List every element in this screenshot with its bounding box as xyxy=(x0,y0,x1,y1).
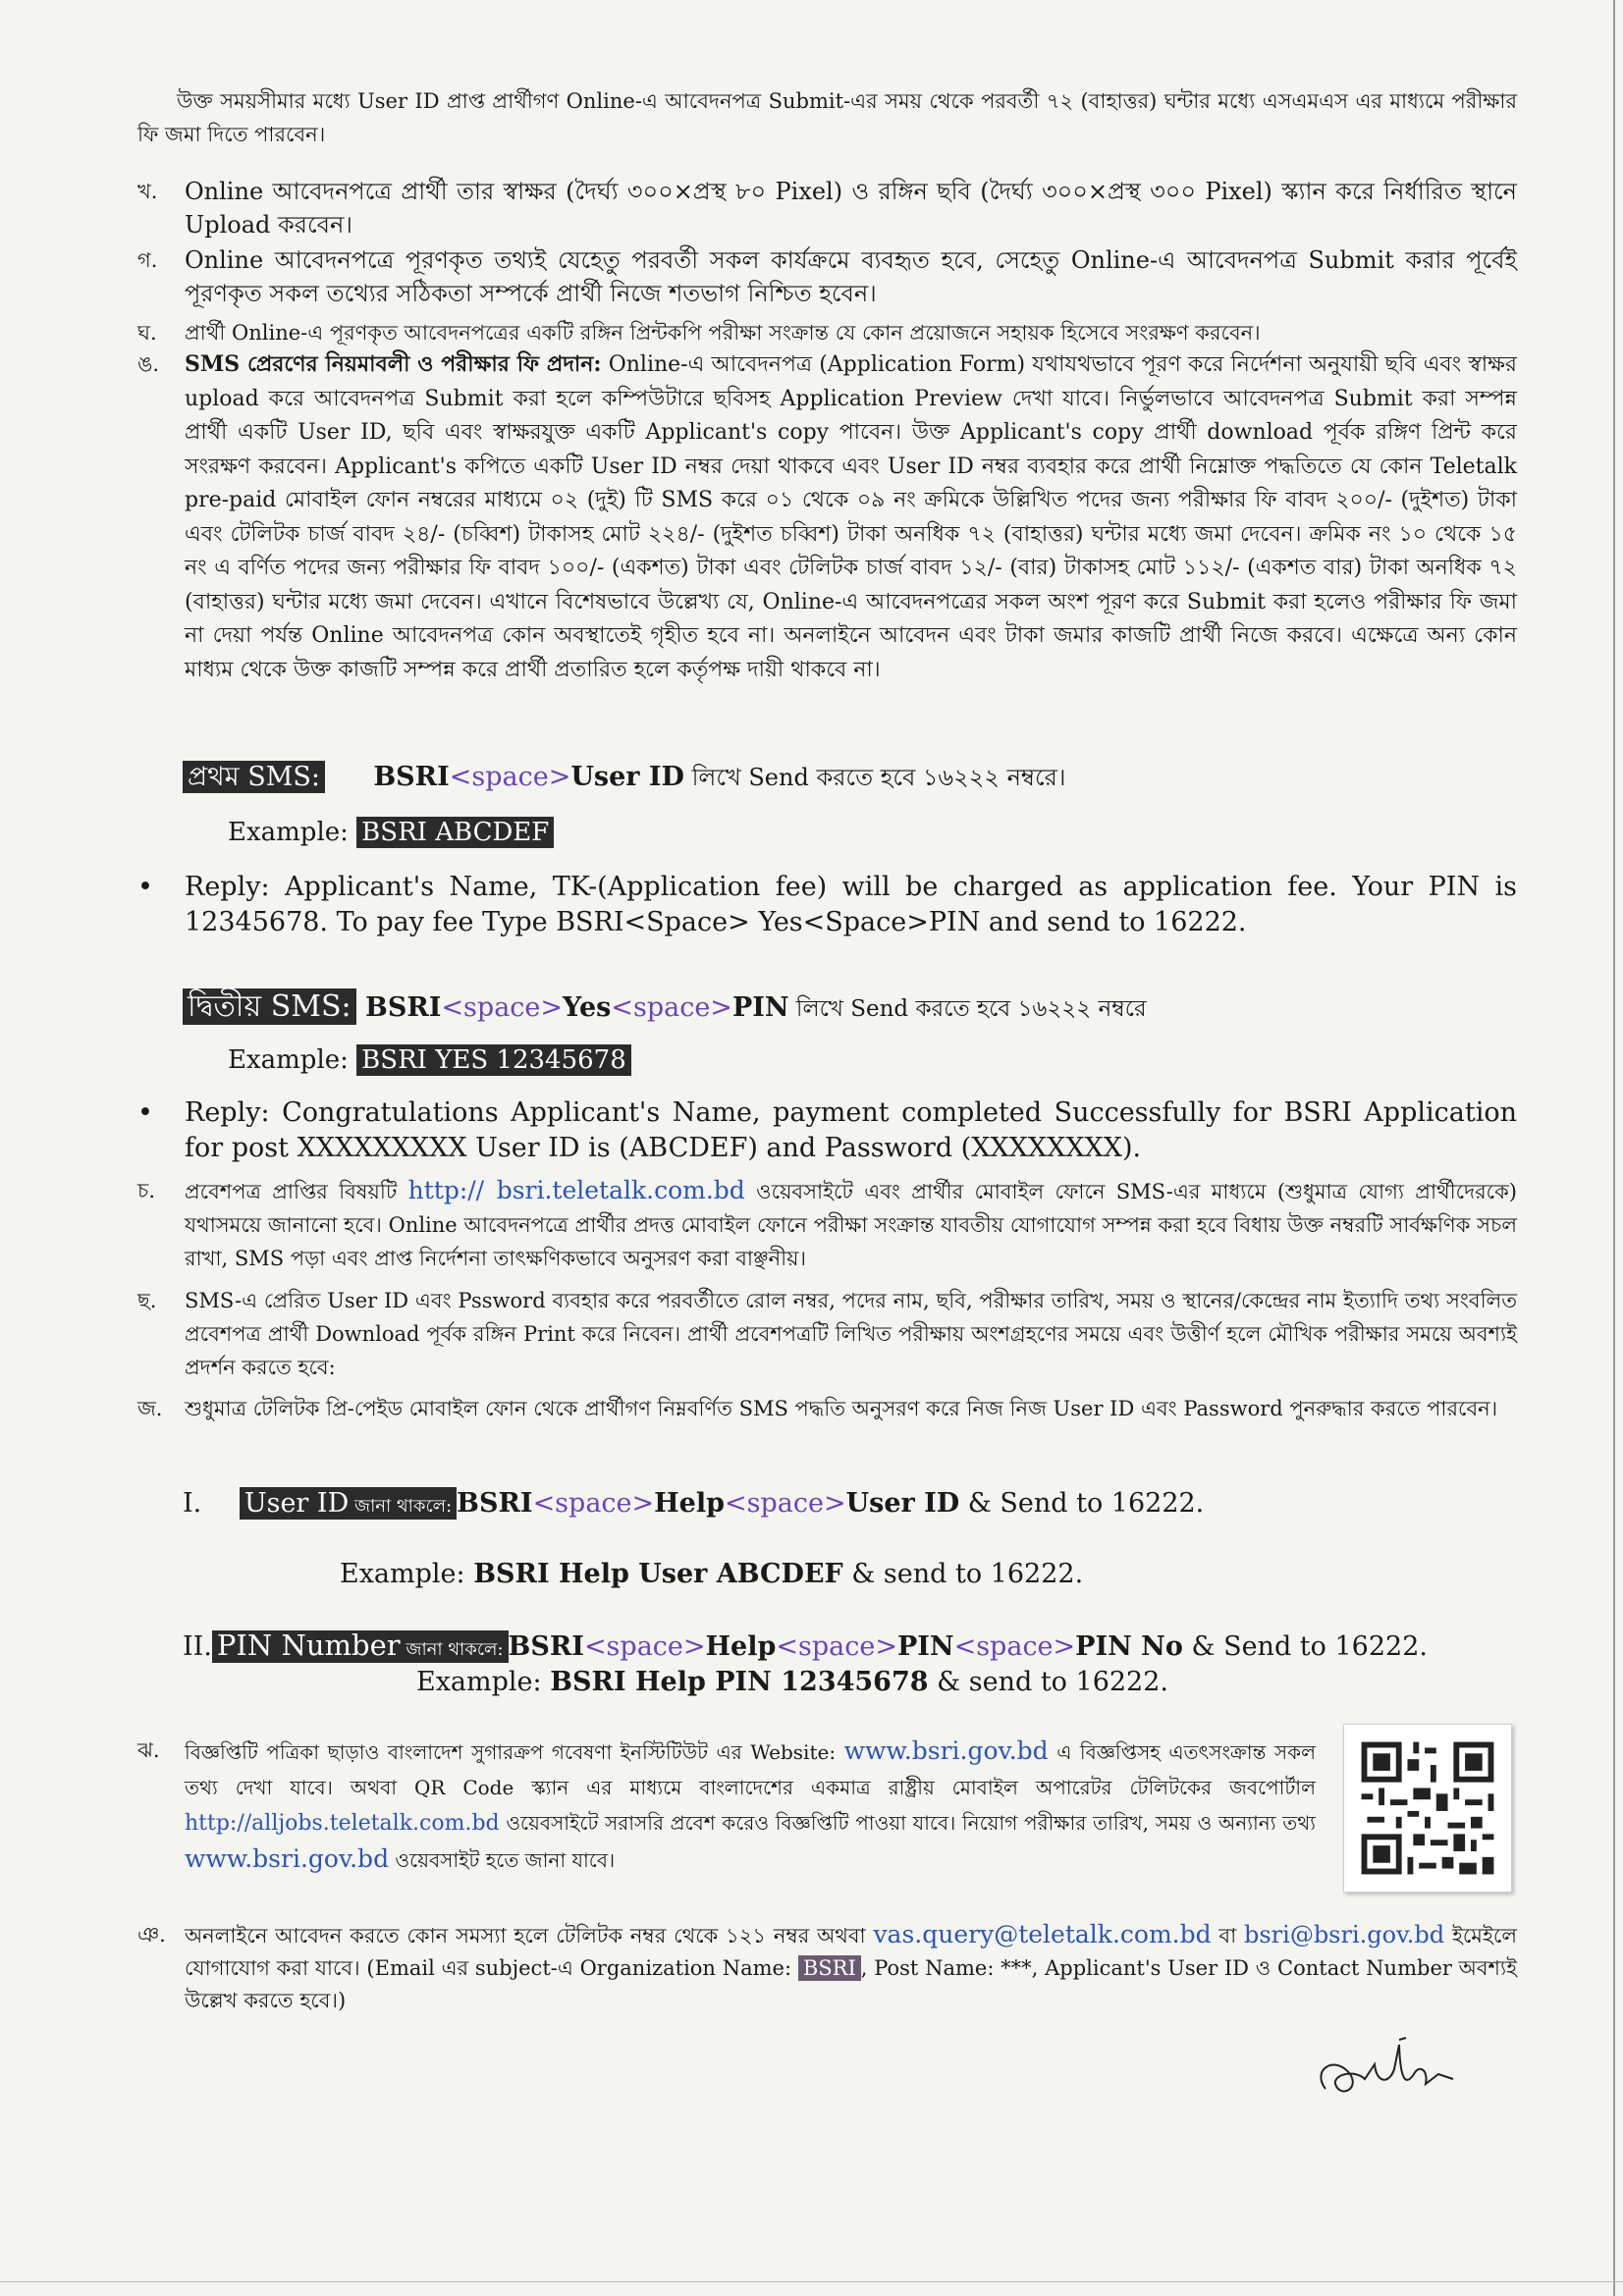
item-text-4: ওয়েবসাইট হতে জানা যাবে। xyxy=(389,1848,616,1872)
scan-edge-right xyxy=(1613,0,1615,2296)
item-nya xyxy=(137,1918,1517,2017)
help-pin-line xyxy=(183,1628,1428,1668)
item-text-1: বিজ্ঞপ্তিটি পত্রিকা ছাড়াও বাংলাদেশ সুগারক্রপ গবেষণা ইনস্টিটিউট এর Website: xyxy=(185,1740,844,1764)
sms2-label: দ্বিতীয় SMS: xyxy=(183,988,356,1025)
help1-cmd-space1: <space> xyxy=(532,1488,655,1519)
item-text-2: বা xyxy=(1211,1924,1244,1948)
help2-num: II. xyxy=(183,1631,212,1662)
bsri-email-link[interactable]: bsri@bsri.gov.bd xyxy=(1243,1921,1445,1949)
help1-example xyxy=(340,1557,1083,1592)
item-text xyxy=(185,347,1517,687)
help-userid-line xyxy=(183,1486,1204,1524)
item-ga xyxy=(137,243,1517,310)
item-marker: খ. xyxy=(137,180,158,203)
item-text-b: ওয়েবসাইটে এবং প্রার্থীর মোবাইল ফোনে SMS-এর মাধ্যমে (শুধুমাত্র যোগ্য প্রার্থীদেরকে) যথাসময়ে জানানো হবে। Online আবেদনপত্রে প্রার্থীর প্রদত্ত মোবাইল ফোনে পরীক্ষা সংক্রান্ত যাবতীয় যোগাযোগ সম্পন্ন করা হবে বিধায় উক্ত নম্বরটি সার্বক্ষণিক সচল রাখা, SMS পড়া এবং প্রাপ্ত নির্দেশনা তাৎক্ষণিকভাবে অনুসরণ করা বাঞ্ছনীয়। xyxy=(185,1180,1517,1270)
item-text: SMS-এ প্রেরিত User ID এবং Pssword ব্যবহার করে পরবর্তীতে রোল নম্বর, পদের নাম, ছবি, পরীক্ষার তারিখ, সময় ও স্থানের/কেন্দ্রের নাম ইত্যাদি তথ্য সংবলিত প্রবেশপত্র প্রার্থী Download পূর্বক রঙ্গিন Print করে নিবেন। প্রার্থী প্রবেশপত্রটি লিখিত পরীক্ষায় অংশগ্রহণের সময়ে এবং উত্তীর্ণ হলে মৌখিক পরীক্ষার সময়ে অবশ্যই প্রদর্শন করতে হবে: xyxy=(185,1289,1517,1379)
help2-tail: & Send to 16222. xyxy=(1182,1631,1428,1662)
bullet-icon: • xyxy=(137,1097,153,1128)
help1-cmd-c: User ID xyxy=(845,1488,960,1519)
sms1-command xyxy=(183,760,1065,795)
item-marker: ছ. xyxy=(137,1289,157,1312)
help1-label-b: জানা থাকলে: xyxy=(349,1496,453,1517)
help1-cmd-a: BSRI xyxy=(457,1488,533,1519)
scan-edge-bottom xyxy=(0,2281,1623,2282)
item-marker: জ. xyxy=(137,1397,163,1420)
help1-cmd-space2: <space> xyxy=(724,1488,846,1519)
help1-example-label: Example: xyxy=(340,1559,474,1589)
help1-label xyxy=(240,1487,457,1520)
item-text xyxy=(185,1734,1316,1878)
item-text: Online আবেদনপত্রে প্রার্থী তার স্বাক্ষর (দৈর্ঘ্য ৩০০×প্রস্থ ৮০ Pixel) ও রঙ্গিন ছবি (দৈর্ঘ্য ৩০০×প্রস্থ ৩০০ Pixel) স্ক্যান করে নির্ধারিত স্থানে Upload করবেন। xyxy=(185,178,1517,239)
sms1-example-value: BSRI ABCDEF xyxy=(356,817,554,848)
item-nga xyxy=(137,347,1517,687)
sms1-example xyxy=(228,815,554,850)
item-text-1: অনলাইনে আবেদন করতে কোন সমস্যা হলে টেলিটক নম্বর থেকে ১২১ নম্বর অথবা xyxy=(185,1924,874,1948)
help1-tail: & Send to 16222. xyxy=(959,1488,1205,1519)
sms2-reply-text: Reply: Congratulations Applicant's Name, payment completed Successfully for BSRI Application for post XXXXXXXXX User ID is (ABCDEF) and Password (XXXXXXXX). xyxy=(185,1097,1517,1163)
item-marker: ঘ. xyxy=(137,321,157,345)
vas-query-email-link[interactable]: vas.query@teletalk.com.bd xyxy=(873,1920,1212,1949)
item-text xyxy=(185,1918,1517,2017)
sms2-example-label: Example: xyxy=(228,1045,349,1075)
sms1-cmd-a: BSRI xyxy=(373,762,450,792)
help1-example-tail: & send to 16222. xyxy=(842,1559,1084,1589)
sms1-tail: লিখে Send করতে হবে ১৬২২২ নম্বরে। xyxy=(683,764,1066,791)
sms2-command xyxy=(183,989,1147,1027)
help2-cmd-space3: <space> xyxy=(953,1631,1076,1662)
intro-paragraph: উক্ত সময়সীমার মধ্যে User ID প্রাপ্ত প্রার্থীগণ Online-এ আবেদনপত্র Submit-এর সময় থেকে পরবর্তী ৭২ (বাহাত্তর) ঘন্টার মধ্যে এসএমএস এর মাধ্যমে পরীক্ষার ফি জমা দিতে পারবেন। xyxy=(137,89,1517,146)
help2-example xyxy=(416,1665,1168,1700)
item-text-a: প্রবেশপত্র প্রাপ্তির বিষয়টি xyxy=(185,1180,408,1203)
item-marker: গ. xyxy=(137,248,158,272)
help2-cmd-c: PIN xyxy=(896,1631,954,1662)
item-text xyxy=(185,1174,1517,1275)
item-text: শুধুমাত্র টেলিটক প্রি-পেইড মোবাইল ফোন থেকে প্রার্থীগণ নিম্নবর্ণিত SMS পদ্ধতি অনুসরণ করে নিজ নিজ User ID এবং Password পুনরুদ্ধার করতে পারবেন। xyxy=(185,1397,1498,1420)
help2-label xyxy=(212,1630,509,1663)
org-name-badge: BSRI xyxy=(798,1955,861,1981)
sms1-cmd-b: User ID xyxy=(570,762,684,792)
help1-label-a: User ID xyxy=(243,1488,350,1519)
help2-cmd-space1: <space> xyxy=(583,1631,706,1662)
sms2-tail: লিখে Send করতে হবে ১৬২২২ নম্বরে xyxy=(788,996,1147,1022)
sms1-cmd-space: <space> xyxy=(449,762,571,792)
item-cha xyxy=(137,1284,1517,1384)
signature-icon xyxy=(1306,2030,1473,2109)
sms2-reply xyxy=(137,1095,1517,1166)
help2-cmd-space2: <space> xyxy=(776,1631,897,1662)
item-text: প্রার্থী Online-এ পূরণকৃত আবেদনপত্রের একটি রঙ্গিন প্রিন্টকপি পরীক্ষা সংক্রান্ত যে কোন প্রয়োজনে সহায়ক হিসেবে সংরক্ষণ করবেন। xyxy=(185,321,1261,345)
sms1-example-label: Example: xyxy=(228,818,349,847)
help2-cmd-a: BSRI xyxy=(508,1631,584,1662)
qr-code-icon[interactable] xyxy=(1343,1724,1512,1893)
item-text-4: , Post Name: ***, Applicant's User ID ও Contact Number অবশ্যই উল্লেখ করতে হবে।) xyxy=(185,1956,1517,2012)
help2-example-label: Example: xyxy=(416,1667,551,1697)
help2-cmd-d: PIN No xyxy=(1075,1631,1183,1662)
sms2-cmd-b: Yes xyxy=(563,992,612,1023)
bsri-website-link[interactable]: www.bsri.gov.bd xyxy=(843,1736,1049,1765)
bsri-website-link-2[interactable]: www.bsri.gov.bd xyxy=(185,1844,390,1873)
item-heading: SMS প্রেরণের নিয়মাবলী ও পরীক্ষার ফি প্রদান: xyxy=(185,351,602,377)
item-marker: চ. xyxy=(137,1179,156,1202)
bullet-icon: • xyxy=(137,872,153,902)
item-kha xyxy=(137,175,1517,241)
alljobs-link[interactable]: http://alljobs.teletalk.com.bd xyxy=(185,1811,500,1836)
item-text-3: ওয়েবসাইটে সরাসরি প্রবেশ করেও বিজ্ঞপ্তিটি পাওয়া যাবে। নিয়োগ পরীক্ষার তারিখ, সময় ও অন্যান্য তথ্য xyxy=(499,1811,1316,1835)
teletalk-link[interactable]: http:// bsri.teletalk.com.bd xyxy=(407,1176,745,1204)
sms1-label: প্রথম SMS: xyxy=(183,761,325,793)
sms1-reply xyxy=(137,870,1517,940)
qr-code-graphic xyxy=(1344,1725,1511,1892)
help1-cmd-b: Help xyxy=(654,1488,725,1519)
sms2-cmd-c: PIN xyxy=(731,992,789,1023)
item-marker: ঞ. xyxy=(137,1923,166,1947)
item-gha xyxy=(137,316,1517,349)
help2-example-value: BSRI Help PIN 12345678 xyxy=(550,1667,929,1697)
sms2-example-value: BSRI YES 12345678 xyxy=(356,1044,631,1076)
help1-num: I. xyxy=(183,1488,202,1519)
item-text: Online আবেদনপত্রে পূরণকৃত তথ্যই যেহেতু পরবর্তী সকল কার্যক্রমে ব্যবহৃত হবে, সেহেতু Online-এ আবেদনপত্র Submit করার পূর্বেই পূরণকৃত সকল তথ্যের সঠিকতা সম্পর্কে প্রার্থী নিজে শতভাগ নিশ্চিত হবেন। xyxy=(185,246,1517,307)
help2-cmd-b: Help xyxy=(705,1631,777,1662)
sms2-cmd-space1: <space> xyxy=(441,992,564,1023)
help2-label-a: PIN Number xyxy=(216,1629,401,1662)
item-text-3: ইমেইলে যোগাযোগ করা যাবে। (Email এর subject-এ Organization Name: xyxy=(185,1924,1517,1980)
item-body: Online-এ আবেদনপত্র (Application Form) যথাযথভাবে পূরণ করে নির্দেশনা অনুযায়ী ছবি এবং স্বাক্ষর upload করে আবেদনপত্র Submit করা হলে কম্পিউটারে ছবিসহ Application Preview দেখা যাবে। নির্ভুলভাবে আবেদনপত্র Submit করা সম্পন্ন প্রার্থী একটি User ID, ছবি এবং স্বাক্ষরযুক্ত একটি Applicant's copy পাবেন। উক্ত Applicant's copy প্রার্থী download পূর্বক রঙ্গিণ প্রিন্ট করে সংরক্ষণ করবেন। Applicant's কপিতে একটি User ID নম্বর দেয়া থাকবে এবং User ID নম্বর ব্যবহার করে প্রার্থী নিম্নোক্ত পদ্ধতিতে যে কোন Teletalk pre-paid মোবাইল ফোন নম্বরের মাধ্যমে ০২ (দুই) টি SMS করে ০১ থেকে ০৯ নং ক্রমিকে উল্লিখিত পদের জন্য পরীক্ষার ফি বাবদ ২০০/- (দুইশত) টাকা এবং টেলিটক চার্জ বাবদ ২৪/- (চব্বিশ) টাকাসহ মোট ২২৪/- (দুইশত চব্বিশ) টাকা অনধিক ৭২ (বাহাত্তর) ঘন্টার মধ্যে জমা দেবেন। ক্রমিক নং ১০ থেকে ১৫ নং এ বর্ণিত পদের জন্য পরীক্ষার ফি বাবদ ১০০/- (একশত) টাকা এবং টেলিটক চার্জ বাবদ ১২/- (বার) টাকাসহ মোট ১১২/- (একশত বার) টাকা অনধিক ৭২ (বাহাত্তর) ঘন্টার মধ্যে জমা দেবেন। এখানে বিশেষভাবে উল্লেখ্য যে, Online-এ আবেদনপত্রের সকল অংশ পূরণ করে Submit করা হলেও পরীক্ষার ফি জমা না দেয়া পর্যন্ত Online আবেদনপত্র কোন অবস্থাতেই গৃহীত হবে না। অনলাইনে আবেদন এবং টাকা জমার কাজটি প্রার্থী নিজে করবে। এক্ষেত্রে অন্য কোন মাধ্যম থেকে উক্ত কাজটি সম্পন্ন করে প্রার্থী প্রতারিত হলে কর্তৃপক্ষ দায়ী থাকবে না। xyxy=(185,352,1517,682)
item-marker: ঝ. xyxy=(137,1738,160,1762)
sms2-example xyxy=(228,1042,631,1078)
item-marker: ঙ. xyxy=(137,352,160,376)
sms2-cmd-a: BSRI xyxy=(365,992,442,1023)
item-ja xyxy=(137,1392,1517,1425)
help1-example-value: BSRI Help User ABCDEF xyxy=(473,1559,843,1589)
help2-example-tail: & send to 16222. xyxy=(928,1667,1168,1697)
help2-label-b: জানা থাকলে: xyxy=(400,1639,504,1660)
item-text-2: এ বিজ্ঞপ্তিসহ এতৎসংক্রান্ত সকল তথ্য দেখা যাবে। অথবা QR Code স্ক্যান এর মাধ্যমে বাংলাদেশের একমাত্র রাষ্ট্রীয় মোবাইল অপারেটর টেলিটকের জবপোর্টাল xyxy=(185,1740,1316,1799)
sms1-reply-text: Reply: Applicant's Name, TK-(Application fee) will be charged as application fee. Your PIN is 12345678. To pay fee Type BSRI<Space> Yes<Space>PIN and send to 16222. xyxy=(185,872,1517,937)
item-jha xyxy=(137,1734,1316,1878)
item-ca xyxy=(137,1174,1517,1275)
sms2-cmd-space2: <space> xyxy=(611,992,732,1023)
